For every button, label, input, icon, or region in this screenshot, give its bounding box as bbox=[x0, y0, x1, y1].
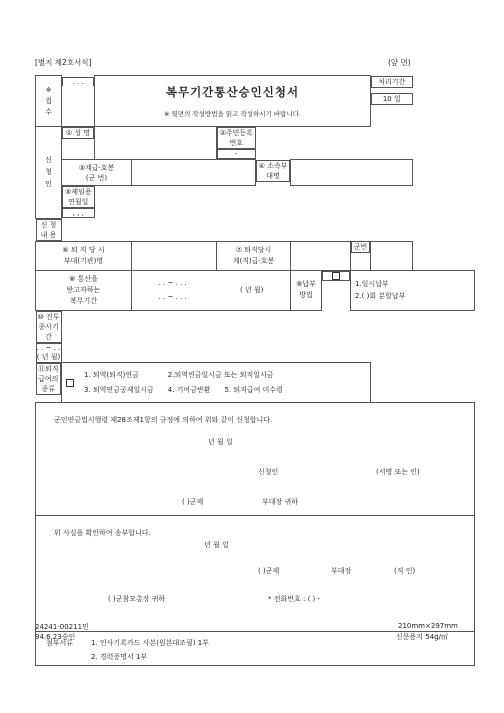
career-label: ⑩ 전투종사기간 bbox=[37, 312, 60, 341]
declaration-date[interactable]: 년 월 일 bbox=[208, 438, 233, 446]
application-form-table bbox=[35, 75, 475, 666]
rrn-field[interactable]: - bbox=[217, 149, 256, 159]
kind-option-4[interactable]: 4. 기여금반환 bbox=[167, 386, 211, 394]
declaration-applicant: 신청인 bbox=[258, 468, 279, 476]
payment-method-label: ⑨납부 방법 bbox=[291, 270, 322, 310]
confirmation-corps: ( )군제 bbox=[258, 567, 280, 575]
declaration-sign[interactable]: (서명 또는 인) bbox=[376, 468, 420, 476]
hire-date-label: ⑤제임용연월일 bbox=[62, 186, 95, 208]
attachment-item-2: 2. 경력증명서 1부 bbox=[91, 653, 148, 661]
processing-label: 처리기간 bbox=[371, 76, 413, 88]
attachment-item-1: 1. 인사기록카드 사본(원본대조필) 1부 bbox=[91, 639, 209, 647]
page-side: (앞 면) bbox=[388, 58, 411, 67]
processing-value: 10 일 bbox=[371, 93, 413, 105]
confirmation-commander: 부대장 bbox=[331, 567, 352, 575]
payment-option-installment[interactable]: 2.( )회 분할납부 bbox=[355, 292, 406, 300]
declaration-to: 부대장 귀하 bbox=[262, 498, 299, 506]
retire-rank-label: ⑦ 퇴직당시 계(직)급·호봉 bbox=[217, 241, 291, 270]
confirmation-seal[interactable]: (직 인) bbox=[394, 567, 416, 575]
rrn-label: ②주민등록번호 bbox=[217, 127, 256, 149]
confirmation-section bbox=[36, 516, 475, 632]
content-heading: 신 청 내 용 bbox=[36, 219, 62, 241]
kind-options bbox=[62, 363, 371, 403]
confirmation-to: ( )군참모총장 귀하 bbox=[108, 595, 166, 603]
declaration-corps: ( )군제 bbox=[182, 498, 204, 506]
serial-field[interactable] bbox=[371, 241, 413, 270]
period-years: ( 년 월) bbox=[239, 286, 264, 294]
period-field[interactable] bbox=[132, 270, 291, 310]
form-title: 복무기간통산승인신청서 bbox=[165, 85, 300, 99]
kind-label: ⑪퇴직급여의 종류 bbox=[36, 363, 62, 395]
reception-dots: . . . bbox=[62, 77, 94, 86]
payment-options bbox=[351, 270, 475, 310]
attachments-label: 첨부서류 bbox=[46, 639, 74, 647]
period-line-2: . . ~ . . . bbox=[158, 293, 187, 301]
footer-size: 210mm×297mm bbox=[398, 622, 458, 630]
unit-label: ④ 소속부대명 bbox=[256, 160, 290, 182]
hire-date-field[interactable]: , , , bbox=[62, 208, 95, 218]
retire-unit-label: ⑥ 퇴 직 당 시 부대(기관)명 bbox=[36, 241, 132, 270]
footer-approved: 94.6.23승인 bbox=[35, 633, 76, 641]
career-field[interactable]: . . ~ . . ( 년 월) bbox=[36, 343, 61, 361]
serial-label: 군번 bbox=[351, 241, 370, 253]
kind-option-1[interactable]: 1. 퇴역(퇴직)연금 bbox=[84, 371, 139, 379]
unit-field[interactable] bbox=[291, 160, 413, 186]
name-label: ① 성 명 bbox=[62, 127, 94, 139]
declaration-section bbox=[36, 403, 475, 516]
rank-label: ③계급·호봉 (군 번) bbox=[62, 160, 132, 186]
confirmation-date[interactable]: 년 월 일 bbox=[204, 541, 229, 549]
payment-option-lump[interactable]: 1.일시납부 bbox=[355, 280, 389, 288]
kind-checkbox[interactable] bbox=[66, 379, 74, 387]
period-label: ⑧ 통산을 받고자하는 복무기간 bbox=[36, 270, 132, 310]
title-cell bbox=[95, 76, 371, 127]
footer-code: 24241-00211민 bbox=[35, 623, 89, 631]
form-number: [별지 제2호서식] bbox=[35, 58, 92, 67]
reception-box: ※ 접 수 bbox=[36, 76, 62, 127]
declaration-text: 군인연금법시행령 제28조제1항의 규정에 의하여 위와 같이 신청합니다. bbox=[54, 416, 273, 424]
retire-unit-field[interactable] bbox=[132, 241, 217, 270]
applicant-side-label: 신 청 인 bbox=[36, 127, 62, 219]
kind-option-3[interactable]: 3. 퇴역연금공제일시금 bbox=[84, 386, 154, 394]
kind-option-5[interactable]: 5. 퇴직급여 미수령 bbox=[224, 386, 283, 394]
name-field[interactable] bbox=[95, 127, 217, 160]
period-line-1: . . ~ . . . bbox=[158, 279, 187, 287]
rank-field[interactable] bbox=[132, 160, 256, 186]
payment-checkbox[interactable] bbox=[322, 271, 350, 281]
kind-option-2[interactable]: 2.퇴역연금일시금 또는 퇴직일시금 bbox=[167, 371, 274, 379]
footer-paper: 신문용지 54g/㎡ bbox=[396, 633, 448, 641]
retire-rank-field[interactable] bbox=[291, 241, 351, 270]
confirmation-text: 위 사실을 확인하여 송부합니다. bbox=[54, 529, 151, 537]
confirmation-phone[interactable]: * 전화번호 : ( ) - bbox=[268, 595, 321, 603]
form-note: ※ 뒷면의 작성방법을 읽고 작성하시기 바랍니다. bbox=[163, 110, 302, 118]
